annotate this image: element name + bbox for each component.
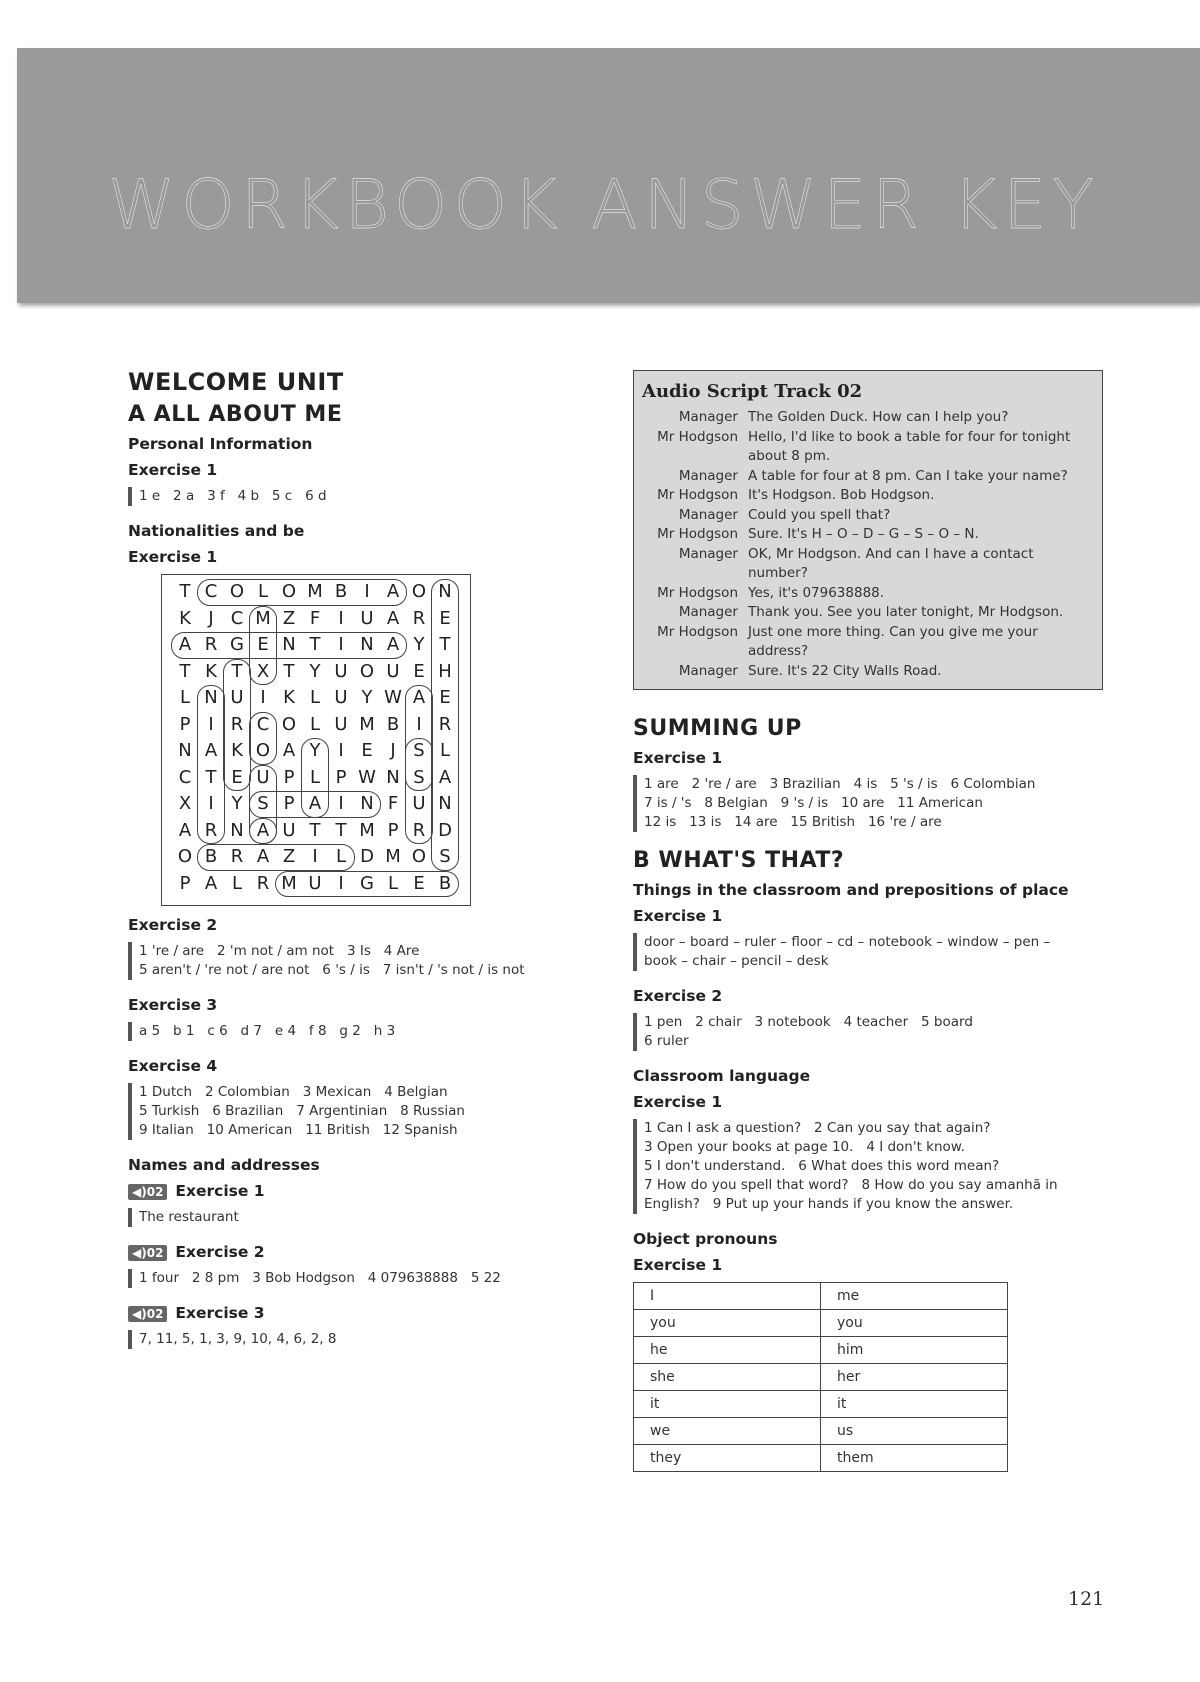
word-search-letter: Y: [413, 634, 425, 655]
script-speaker: Mr Hodgson: [657, 487, 738, 503]
word-search-letter: N: [204, 687, 218, 708]
speaker-icon: ◀): [132, 1245, 147, 1260]
word-search-letter: R: [230, 713, 244, 735]
script-speaker: Manager: [678, 545, 738, 562]
word-search-letter: N: [386, 766, 400, 788]
exercise-label: Exercise 2: [175, 1243, 265, 1261]
word-search-letter: U: [334, 713, 348, 735]
answer-line: 1 're / are 2 'm not / am not 3 Is 4 Are: [139, 943, 420, 959]
exercise-label: Exercise 1: [633, 749, 723, 767]
word-search-letter: E: [439, 687, 451, 708]
word-search-letter: T: [179, 660, 191, 682]
word-search-highlight: [171, 632, 407, 659]
word-search-letter: M: [359, 819, 375, 841]
script-speaker: Mr Hodgson: [657, 623, 738, 640]
word-search-letter: M: [385, 846, 401, 867]
answer-line: 3 Open your books at page 10. 4 I don't know.: [644, 1139, 965, 1155]
track-number: 02: [146, 1245, 164, 1260]
answer-line: 5 Turkish 6 Brazilian 7 Argentinian 8 Russian: [139, 1103, 465, 1119]
answer-line: 9 Italian 10 American 11 British 12 Spanish: [139, 1122, 458, 1138]
answer-line: 5 aren't / 're not / are not 6 's / is 7 isn't / 's not / is not: [139, 962, 525, 978]
word-search-letter: U: [412, 793, 426, 814]
exercise-label-audio: [128, 1243, 578, 1261]
word-search-letter: U: [334, 687, 348, 708]
word-search-letter: E: [413, 660, 425, 682]
table-row: [634, 1337, 1008, 1364]
word-search-letter: P: [335, 766, 347, 788]
answer-line: The restaurant: [139, 1209, 239, 1225]
object-pronouns-heading: Object pronouns: [633, 1230, 778, 1248]
unit-title: WELCOME UNIT: [128, 368, 344, 396]
answer-line: 7 How do you spell that word? 8 How do you say amanhã in: [644, 1177, 1058, 1193]
word-search-letter: H: [438, 660, 452, 682]
word-search-letter: S: [413, 766, 425, 788]
script-line: [642, 662, 1092, 682]
word-search-letter: P: [283, 793, 295, 814]
word-search-highlight: [249, 818, 277, 845]
word-search-letter: N: [438, 793, 452, 814]
answer-line: 1 Dutch 2 Colombian 3 Mexican 4 Belgian: [139, 1084, 448, 1100]
table-row: [634, 1364, 1008, 1391]
script-speaker: Manager: [678, 604, 738, 620]
object-pronoun-cell: her: [821, 1364, 1008, 1391]
pronoun-table: [633, 1282, 1008, 1472]
table-row: [634, 1445, 1008, 1472]
word-search-letter: R: [438, 713, 452, 735]
right-column: [633, 370, 1103, 1472]
exercise-label: Exercise 1: [633, 907, 723, 925]
exercise-label: Exercise 2: [128, 916, 218, 934]
word-search-letter: J: [390, 740, 396, 761]
answer-block: [128, 1269, 578, 1288]
word-search-letter: U: [334, 660, 348, 682]
audio-track-badge[interactable]: [128, 1306, 167, 1322]
word-search-letter: L: [439, 740, 451, 761]
script-utterance: Sure. It's H – O – D – G – S – O – N.: [748, 526, 979, 542]
word-search-letter: Y: [309, 740, 321, 761]
answer-line: 1 four 2 8 pm 3 Bob Hodgson 4 079638888 5 22: [139, 1270, 501, 1286]
exercise-label: Exercise 1: [175, 1182, 265, 1200]
audio-track-badge[interactable]: [128, 1184, 167, 1200]
script-line: [642, 623, 1092, 662]
answer-block: [128, 1208, 578, 1227]
word-search-letter: X: [178, 793, 192, 814]
script-utterance: Hello, I'd like to book a table for four for tonight about 8 pm.: [748, 428, 1071, 464]
word-search-letter: P: [179, 872, 191, 894]
exercise-label: Exercise 2: [633, 987, 723, 1005]
word-search-letter: Y: [309, 660, 321, 682]
word-search-letter: S: [413, 740, 425, 761]
script-line: [642, 486, 1092, 506]
word-search-letter: D: [438, 819, 452, 841]
word-search-letter: L: [231, 872, 243, 894]
answer-line: a 5 b 1 c 6 d 7 e 4 f 8 g 2 h 3: [139, 1023, 396, 1039]
word-search-letter: A: [386, 607, 400, 629]
word-search-letter: M: [281, 872, 297, 894]
object-pronoun-cell: them: [821, 1445, 1008, 1472]
word-search-letter: K: [179, 607, 191, 629]
table-row: [634, 1391, 1008, 1418]
word-search-letter: B: [334, 581, 348, 602]
exercise-label: Exercise 1: [128, 548, 218, 566]
word-search-letter: P: [283, 766, 295, 788]
section-b-title: B WHAT'S THAT?: [633, 848, 845, 873]
word-search-grid: [161, 574, 471, 906]
table-row: [634, 1418, 1008, 1445]
word-search-letter: F: [387, 793, 399, 814]
word-search-letter: Y: [231, 793, 243, 814]
word-search-letter: N: [360, 793, 374, 814]
answer-block: [128, 942, 578, 980]
word-search-letter: O: [255, 740, 271, 761]
audio-track-badge[interactable]: [128, 1245, 167, 1261]
answer-line: book – chair – pencil – desk: [644, 953, 829, 969]
word-search-letter: R: [412, 819, 426, 841]
word-search-letter: E: [361, 740, 373, 761]
word-search-letter: U: [386, 660, 400, 682]
answer-line: 1 e 2 a 3 f 4 b 5 c 6 d: [139, 488, 327, 504]
word-search-letter: I: [260, 687, 266, 708]
answer-line: English? 9 Put up your hands if you know the answer.: [644, 1196, 1014, 1212]
script-speaker: Manager: [678, 467, 738, 484]
word-search-letter: O: [359, 660, 375, 682]
word-search-letter: D: [360, 846, 374, 867]
object-pronoun-cell: him: [821, 1337, 1008, 1364]
word-search-letter: I: [338, 634, 344, 655]
word-search-letter: N: [438, 581, 452, 602]
word-search-letter: N: [360, 634, 374, 655]
word-search-letter: C: [230, 607, 244, 629]
script-speaker: Mr Hodgson: [657, 428, 738, 445]
script-speaker: Manager: [678, 506, 738, 523]
word-search-letter: A: [386, 581, 400, 602]
answer-block: [128, 487, 578, 506]
object-pronoun-cell: us: [821, 1418, 1008, 1445]
word-search-letter: M: [255, 607, 271, 629]
exercise-label: Exercise 3: [175, 1304, 265, 1322]
exercise-label: Exercise 1: [633, 1093, 723, 1111]
subject-pronoun-cell: he: [634, 1337, 821, 1364]
word-search-letter: J: [208, 607, 214, 629]
script-line: [642, 584, 1092, 604]
answer-block: [633, 933, 1103, 971]
word-search-letter: I: [338, 740, 344, 761]
word-search-letter: M: [307, 581, 323, 602]
word-search-letter: B: [438, 872, 452, 894]
word-search-highlight: [249, 606, 277, 686]
word-search-letter: E: [257, 634, 269, 655]
word-search-letter: A: [282, 740, 296, 761]
word-search-letter: O: [281, 713, 297, 735]
word-search-letter: T: [231, 660, 243, 682]
left-column: [128, 368, 578, 1365]
word-search-letter: U: [282, 819, 296, 841]
object-pronoun-cell: you: [821, 1310, 1008, 1337]
word-search-letter: S: [439, 846, 451, 867]
exercise-label: Exercise 1: [128, 461, 218, 479]
script-line: [642, 545, 1092, 584]
word-search-letter: C: [178, 766, 192, 788]
script-speaker: Manager: [678, 662, 738, 679]
word-search-highlight: [275, 871, 459, 898]
answer-line: 12 is 13 is 14 are 15 British 16 're / are: [644, 814, 942, 830]
script-utterance: It's Hodgson. Bob Hodgson.: [748, 487, 935, 503]
word-search-letter: T: [439, 634, 451, 655]
word-search-letter: A: [204, 872, 218, 894]
word-search-letter: U: [256, 766, 270, 788]
word-search-letter: G: [360, 872, 374, 894]
track-number: 02: [146, 1306, 164, 1321]
subject-pronoun-cell: I: [634, 1283, 821, 1310]
script-line: [642, 467, 1092, 487]
word-search-highlight: [197, 844, 355, 871]
object-pronoun-cell: me: [821, 1283, 1008, 1310]
word-search-letter: L: [335, 846, 347, 867]
script-utterance: The Golden Duck. How can I help you?: [748, 409, 1009, 425]
word-search-letter: M: [359, 713, 375, 735]
speaker-icon: ◀): [132, 1184, 147, 1199]
answer-line: 6 ruler: [644, 1033, 689, 1049]
word-search-letter: N: [178, 740, 192, 761]
script-line: [642, 603, 1092, 623]
word-search-letter: L: [257, 581, 269, 602]
answer-line: 1 pen 2 chair 3 notebook 4 teacher 5 board: [644, 1014, 973, 1030]
word-search-letter: R: [230, 846, 244, 867]
word-search-letter: T: [335, 819, 347, 841]
word-search-letter: O: [281, 581, 297, 602]
word-search-highlight: [197, 685, 225, 844]
nationalities-heading: Nationalities and be: [128, 522, 305, 540]
word-search-letter: S: [257, 793, 269, 814]
word-search-letter: L: [387, 872, 399, 894]
script-utterance: A table for four at 8 pm. Can I take your name?: [748, 467, 1068, 484]
word-search-letter: U: [360, 607, 374, 629]
word-search-letter: F: [309, 607, 321, 629]
answer-block: [633, 775, 1103, 832]
exercise-label: Exercise 3: [128, 996, 218, 1014]
word-search-letter: T: [179, 581, 191, 602]
script-line: [642, 428, 1092, 467]
word-search-letter: I: [208, 713, 214, 735]
word-search-letter: I: [338, 793, 344, 814]
word-search-letter: I: [364, 581, 370, 602]
word-search-letter: Z: [282, 607, 296, 629]
word-search-letter: A: [386, 634, 400, 655]
subject-pronoun-cell: we: [634, 1418, 821, 1445]
table-row: [634, 1310, 1008, 1337]
word-search-letter: R: [412, 607, 426, 629]
word-search-letter: R: [204, 634, 218, 655]
word-search-letter: E: [231, 766, 243, 788]
word-search-letter: A: [256, 846, 270, 867]
word-search-highlight: [249, 712, 277, 765]
word-search-letter: L: [309, 766, 321, 788]
subject-pronoun-cell: it: [634, 1391, 821, 1418]
word-search-letter: O: [177, 846, 193, 867]
word-search-letter: O: [411, 581, 427, 602]
word-search-highlight: [197, 579, 407, 606]
word-search-letter: I: [416, 713, 422, 735]
word-search-letter: E: [413, 872, 425, 894]
word-search-letter: E: [439, 607, 451, 629]
word-search-letter: T: [283, 660, 295, 682]
script-line: [642, 506, 1092, 526]
word-search-letter: C: [204, 581, 218, 602]
word-search-letter: U: [308, 872, 322, 894]
personal-info-heading: Personal Information: [128, 435, 313, 453]
subject-pronoun-cell: she: [634, 1364, 821, 1391]
script-utterance: Just one more thing. Can you give me your address?: [748, 623, 1038, 659]
word-search-letter: A: [256, 819, 270, 841]
word-search-highlight: [405, 738, 433, 791]
answer-line: 5 I don't understand. 6 What does this word mean?: [644, 1158, 1000, 1174]
word-search-letter: K: [205, 660, 217, 682]
word-search-letter: N: [230, 819, 244, 841]
script-utterance: OK, Mr Hodgson. And can I have a contact number?: [748, 545, 1034, 581]
subject-pronoun-cell: you: [634, 1310, 821, 1337]
table-row: [634, 1283, 1008, 1310]
script-speaker: Manager: [678, 409, 738, 425]
word-search-letter: R: [204, 819, 218, 841]
answer-block: [633, 1119, 1103, 1214]
script-utterance: Thank you. See you later tonight, Mr Hodgson.: [748, 604, 1064, 620]
word-search-highlight: [301, 738, 329, 818]
answer-block: [633, 1013, 1103, 1051]
script-line: [642, 525, 1092, 545]
word-search-letter: W: [384, 687, 402, 708]
word-search-letter: B: [386, 713, 400, 735]
word-search-letter: I: [312, 846, 318, 867]
subject-pronoun-cell: they: [634, 1445, 821, 1472]
script-speaker: Mr Hodgson: [657, 526, 738, 542]
word-search-letter: G: [230, 634, 244, 655]
script-utterance: Sure. It's 22 City Walls Road.: [748, 662, 942, 679]
word-search-letter: L: [309, 713, 321, 735]
word-search-letter: W: [358, 766, 376, 788]
word-search-letter: Y: [361, 687, 373, 708]
script-utterance: Yes, it's 079638888.: [748, 584, 885, 601]
section-a-title: A ALL ABOUT ME: [128, 402, 343, 427]
answer-line: 7 is / 's 8 Belgian 9 's / is 10 are 11 American: [644, 795, 983, 811]
word-search-letter: A: [412, 687, 426, 708]
word-search-letter: R: [256, 872, 270, 894]
script-utterance: Could you spell that?: [748, 506, 891, 523]
word-search-letter: U: [230, 687, 244, 708]
word-search-letter: L: [179, 687, 191, 708]
script-line: [642, 408, 1092, 428]
word-search-letter: T: [205, 766, 217, 788]
exercise-label: Exercise 1: [633, 1256, 723, 1274]
audio-script-box: [633, 370, 1103, 690]
classroom-language-heading: Classroom language: [633, 1067, 811, 1085]
audio-script-title: Audio Script Track 02: [642, 381, 863, 402]
word-search-letter: I: [338, 607, 344, 629]
word-search-letter: A: [204, 740, 218, 761]
word-search-letter: K: [231, 740, 243, 761]
word-search-letter: K: [283, 687, 295, 708]
word-search-letter: A: [308, 793, 322, 814]
answer-block: [128, 1083, 578, 1140]
word-search-letter: N: [282, 634, 296, 655]
word-search-letter: B: [204, 846, 218, 867]
classroom-heading: Things in the classroom and prepositions of place: [633, 881, 1069, 899]
word-search-letter: A: [438, 766, 452, 788]
script-speaker: Mr Hodgson: [657, 584, 738, 601]
answer-line: door – board – ruler – floor – cd – notebook – window – pen –: [644, 934, 1051, 950]
page-number: 121: [1068, 1588, 1105, 1610]
word-search-letter: T: [309, 634, 321, 655]
speaker-icon: ◀): [132, 1306, 147, 1321]
answer-block: [128, 1330, 578, 1349]
word-search-letter: Z: [282, 846, 296, 867]
word-search-letter: A: [178, 819, 192, 841]
word-search-highlight: [223, 659, 251, 792]
exercise-label-audio: [128, 1304, 578, 1322]
word-search-letter: I: [208, 793, 214, 814]
answer-line: 7, 11, 5, 1, 3, 9, 10, 4, 6, 2, 8: [139, 1331, 337, 1347]
answer-line: 1 are 2 're / are 3 Brazilian 4 is 5 's / is 6 Colombian: [644, 776, 1036, 792]
summing-up-heading: SUMMING UP: [633, 716, 802, 741]
exercise-label: Exercise 4: [128, 1057, 218, 1075]
track-number: 02: [146, 1184, 164, 1199]
answer-block: [128, 1022, 578, 1041]
word-search-letter: O: [229, 581, 245, 602]
word-search-letter: A: [178, 634, 192, 655]
word-search-highlight: [431, 579, 459, 871]
word-search-letter: P: [179, 713, 191, 735]
answer-line: 1 Can I ask a question? 2 Can you say that again?: [644, 1120, 991, 1136]
word-search-letter: P: [387, 819, 399, 841]
word-search-letter: O: [411, 846, 427, 867]
page-title: WORKBOOK ANSWER KEY: [108, 166, 1100, 245]
object-pronoun-cell: it: [821, 1391, 1008, 1418]
word-search-letter: L: [309, 687, 321, 708]
word-search-letter: C: [256, 713, 270, 735]
exercise-label-audio: [128, 1182, 578, 1200]
word-search-letter: T: [309, 819, 321, 841]
word-search-letter: X: [256, 660, 270, 682]
word-search-letter: I: [338, 872, 344, 894]
names-addresses-heading: Names and addresses: [128, 1156, 320, 1174]
